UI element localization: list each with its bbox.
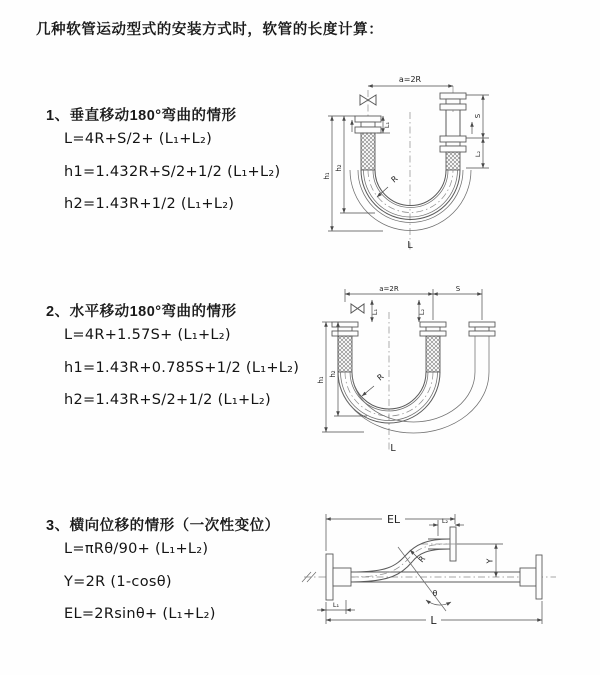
formula-h2: h2=1.43R+S/2+1/2 (L₁+L₂) [64, 392, 271, 408]
dim-label-span: a=2R [398, 75, 422, 84]
formula-h1: h1=1.43R+0.785S+1/2 (L₁+L₂) [64, 359, 300, 376]
dim-label-lower-connector: L₁ [332, 601, 340, 609]
formula-length: L=4R+S/2+ (L₁+L₂) [64, 131, 213, 147]
top-dimensions [345, 285, 482, 320]
l-dimension [326, 601, 542, 627]
left-pipe [332, 322, 358, 372]
section-1-heading: 1、垂直移动180°弯曲的情形 [46, 108, 237, 124]
left-flange [326, 554, 351, 600]
right-pipe [469, 322, 495, 372]
centerlines [368, 86, 453, 252]
radius-leader [362, 372, 386, 396]
dim-label-h1: h₁ [323, 172, 331, 180]
dim-label-left-connector: L₁ [383, 121, 391, 129]
formula-el: EL=2Rsinθ+ (L₁+L₂) [64, 606, 216, 622]
dim-label-span: a=2R [379, 285, 399, 293]
formula-length: L=πRθ/90+ (L₁+L₂) [64, 541, 209, 557]
page-title: 几种软管运动型式的安装方式时，软管的长度计算： [36, 22, 384, 38]
diagram-vertical-180-bend [315, 70, 590, 262]
dim-label-length: L [430, 614, 437, 627]
dim-label-middle-connector: L₂ [418, 308, 426, 316]
dim-label-length: L [407, 240, 413, 251]
dim-label-angle: θ [432, 589, 438, 598]
dim-label-left-connector: L₁ [371, 308, 379, 316]
upper-flange [421, 527, 460, 561]
braided-hose-section [338, 336, 352, 372]
dim-label-radius: R [416, 554, 428, 565]
braided-hose-section [446, 152, 460, 170]
dim-label-travel: S [455, 285, 461, 293]
u-bend-hose [338, 372, 489, 433]
el-dimension [326, 513, 455, 551]
lower-connector-dimension [317, 600, 355, 614]
section-2-formulas [64, 326, 299, 424]
radius-leader [377, 174, 400, 197]
formula-h1: h1=1.432R+S/2+1/2 (L₁+L₂) [64, 163, 281, 180]
dim-label-h2: h₂ [329, 370, 337, 378]
formula-h2: h2=1.43R+1/2 (L₁+L₂) [64, 196, 235, 212]
dim-label-travel: S [474, 113, 482, 119]
middle-pipe [420, 322, 446, 372]
right-flange [520, 555, 542, 599]
upper-connector-dimension [429, 517, 464, 536]
dim-label-length: L [390, 443, 396, 454]
dim-label-offset: Y [485, 558, 495, 564]
braided-hose-section [426, 336, 440, 372]
dim-label-el: EL [386, 513, 401, 526]
valve-icon [351, 304, 364, 313]
formula-length: L=4R+1.57S+ (L₁+L₂) [64, 327, 231, 343]
u-bend-hose [350, 170, 471, 230]
dimension-span [368, 75, 453, 86]
angle-construction [398, 547, 451, 611]
right-pipe [440, 93, 466, 170]
s-curve-hose [351, 539, 450, 582]
dim-label-right-connector: L₂ [474, 150, 482, 158]
diagram-horizontal-180-bend [312, 282, 597, 458]
section-1-formulas [64, 130, 280, 228]
dim-label-radius: R [375, 372, 386, 383]
dim-label-h1: h₁ [317, 376, 325, 384]
diagram-lateral-displacement [298, 504, 598, 652]
braided-hose-section [361, 133, 375, 170]
dim-label-radius: R [389, 174, 400, 185]
section-3-formulas [64, 540, 216, 638]
connector-dimensions [371, 300, 426, 322]
dim-label-upper-connector: L₂ [441, 517, 449, 525]
section-2-heading: 2、水平移动180°弯曲的情形 [46, 304, 237, 320]
right-dimensions [466, 95, 489, 168]
left-pipe [355, 116, 381, 170]
formula-y: Y=2R (1-cosθ) [64, 573, 172, 590]
dim-label-h2: h₂ [335, 164, 343, 172]
section-3-heading: 3、横向位移的情形（一次性变位） [46, 518, 280, 534]
